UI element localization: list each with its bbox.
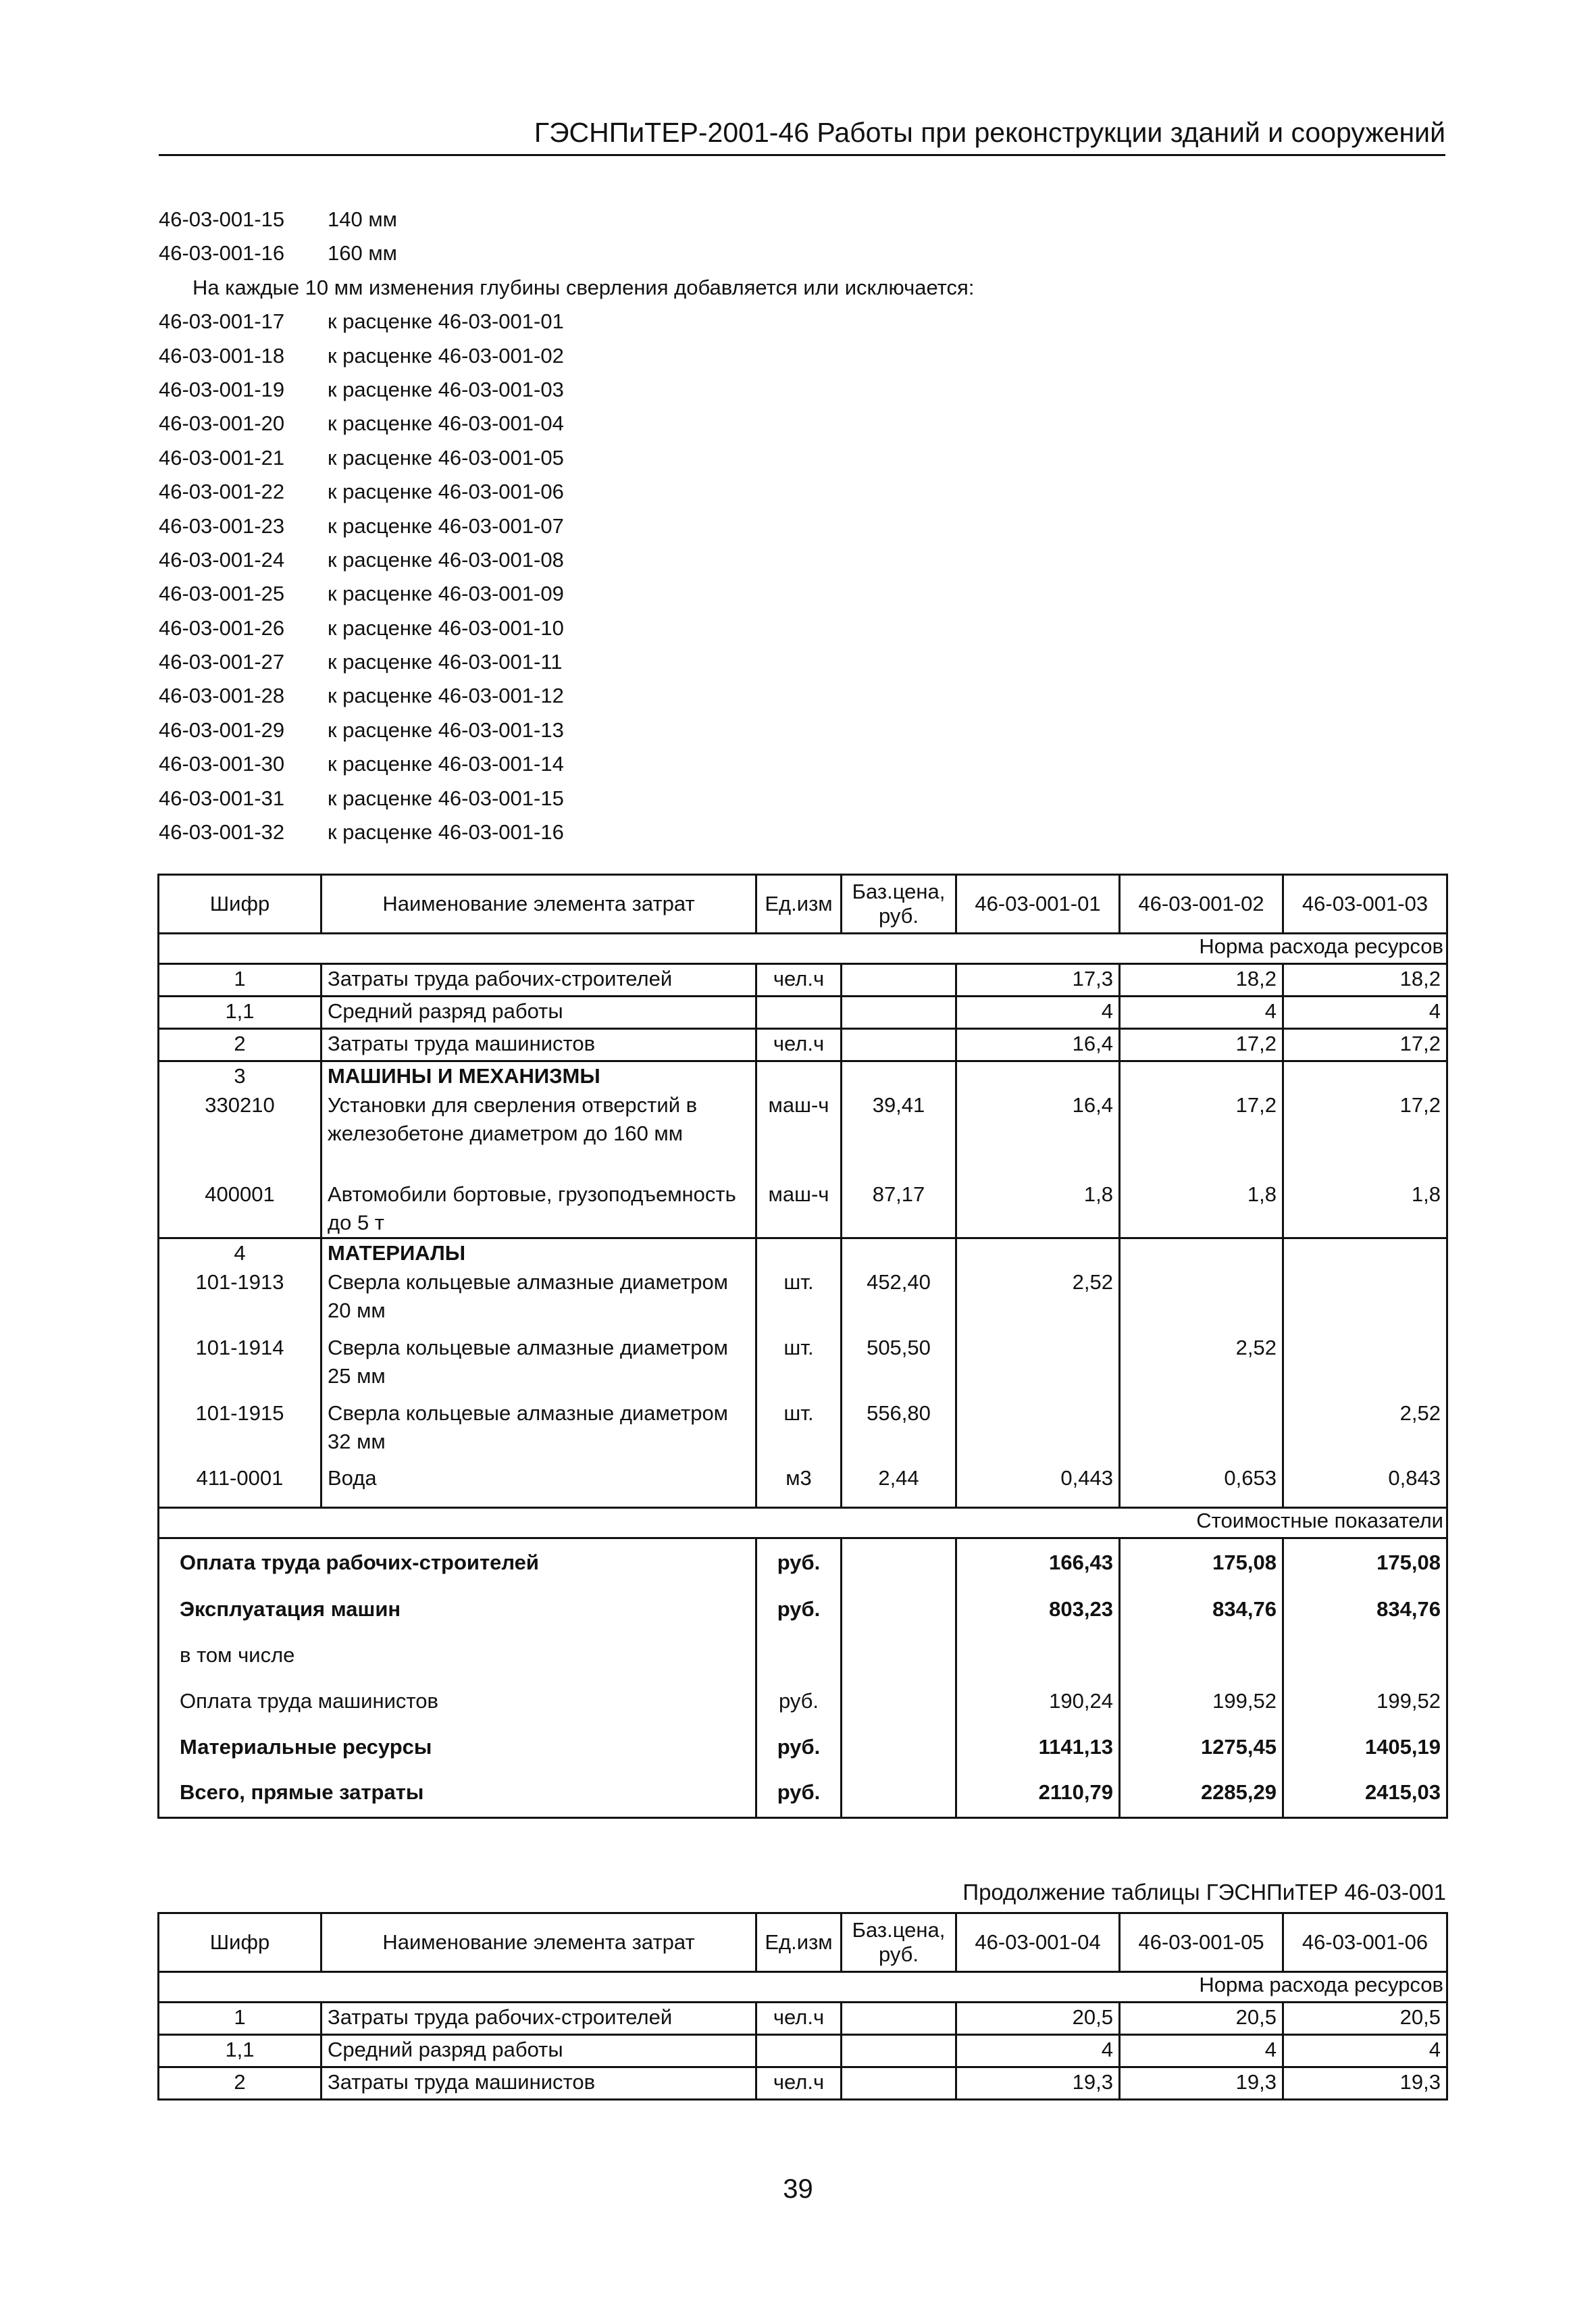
cost-row [159, 1632, 1447, 1678]
cost-v3 [1283, 1632, 1447, 1678]
cell-name: Сверла кольцевые алмазные диаметром 25 мм [321, 1334, 756, 1399]
cost-v2: 1275,45 [1120, 1724, 1283, 1770]
cell-unit: чел.ч [756, 2067, 842, 2100]
cell-v3: 1,8 [1283, 1180, 1447, 1238]
cost-v3: 1405,19 [1283, 1724, 1447, 1770]
item-text: к расценке 46-03-001-02 [328, 343, 564, 368]
header-col2: 46-03-001-02 [1120, 875, 1283, 934]
cost-v3: 2415,03 [1283, 1770, 1447, 1817]
cost-name: Оплата труда рабочих-строителей [159, 1538, 756, 1587]
cost-unit: руб. [756, 1724, 842, 1770]
cell-price: 87,17 [842, 1180, 956, 1238]
cost-name: в том числе [159, 1632, 756, 1678]
cell-unit [756, 1061, 842, 1091]
cell-name: МАТЕРИАЛЫ [321, 1238, 756, 1268]
page-header [159, 115, 1445, 156]
cell-v2: 4 [1120, 997, 1283, 1029]
header-unit: Ед.изм [756, 875, 842, 934]
cell-v1: 0,443 [956, 1464, 1120, 1508]
item-code: 46-03-001-26 [159, 615, 285, 640]
cell-code: 330210 [159, 1091, 321, 1180]
cell-price: 505,50 [842, 1334, 956, 1399]
cost-v2: 199,52 [1120, 1678, 1283, 1724]
cell-price [842, 1029, 956, 1061]
cost-unit: руб. [756, 1678, 842, 1724]
cell-unit: шт. [756, 1334, 842, 1399]
table-row [159, 2003, 1447, 2035]
cost-row [159, 1678, 1447, 1724]
cell-code: 2 [159, 1029, 321, 1061]
cost-v2 [1120, 1632, 1283, 1678]
cost-name: Материальные ресурсы [159, 1724, 756, 1770]
item-text: к расценке 46-03-001-05 [328, 445, 564, 470]
header-name: Наименование элемента затрат [321, 1913, 756, 1972]
cost-v2: 2285,29 [1120, 1770, 1283, 1817]
cost-row [159, 1586, 1447, 1632]
item-code: 46-03-001-15 [159, 207, 285, 231]
header-price: Баз.цена, руб. [842, 875, 956, 934]
cell-v3: 4 [1283, 2035, 1447, 2067]
section-label-row [159, 934, 1447, 964]
cell-price [842, 2067, 956, 2100]
resource-table [157, 874, 1448, 1819]
item-text: к расценке 46-03-001-09 [328, 582, 564, 606]
section-label-row [159, 1508, 1447, 1538]
cell-name: Сверла кольцевые алмазные диаметром 20 мм [321, 1268, 756, 1334]
item-code: 46-03-001-30 [159, 752, 285, 776]
cost-name: Эксплуатация машин [159, 1586, 756, 1632]
cell-v2: 4 [1120, 2035, 1283, 2067]
norm-label: Норма расхода ресурсов [159, 934, 1447, 964]
cell-v1: 16,4 [956, 1029, 1120, 1061]
header-col2: 46-03-001-05 [1120, 1913, 1283, 1972]
cell-unit [756, 997, 842, 1029]
cell-code: 411-0001 [159, 1464, 321, 1508]
cell-v3: 0,843 [1283, 1464, 1447, 1508]
cell-price [842, 1770, 956, 1817]
header-unit: Ед.изм [756, 1913, 842, 1972]
item-code: 46-03-001-19 [159, 377, 285, 401]
cell-v3: 17,2 [1283, 1029, 1447, 1061]
cell-price [842, 1061, 956, 1091]
item-code: 46-03-001-16 [159, 241, 285, 266]
list-item [159, 339, 974, 373]
cell-code: 101-1915 [159, 1399, 321, 1464]
cell-v1 [956, 1334, 1120, 1399]
cell-v2: 17,2 [1120, 1029, 1283, 1061]
cost-v1 [956, 1632, 1120, 1678]
cell-v1 [956, 1238, 1120, 1268]
item-code: 46-03-001-31 [159, 786, 285, 810]
item-text: к расценке 46-03-001-07 [328, 513, 564, 538]
cell-v3 [1283, 1334, 1447, 1399]
cell-code: 101-1913 [159, 1268, 321, 1334]
cell-price [842, 1678, 956, 1724]
table-header [159, 1913, 1447, 1972]
resource-table-continued [157, 1912, 1448, 2101]
cell-unit: чел.ч [756, 964, 842, 997]
table-continuation-caption: Продолжение таблицы ГЭСНПиТЕР 46-03-001 [962, 1880, 1446, 1905]
cell-code: 1,1 [159, 997, 321, 1029]
cell-v2: 17,2 [1120, 1091, 1283, 1180]
cell-unit: шт. [756, 1399, 842, 1464]
cost-unit: руб. [756, 1770, 842, 1817]
item-code: 46-03-001-22 [159, 480, 285, 504]
list-item [159, 679, 974, 713]
item-text: к расценке 46-03-001-16 [328, 820, 564, 845]
cost-row [159, 1770, 1447, 1817]
header-name: Наименование элемента затрат [321, 875, 756, 934]
cell-v2: 19,3 [1120, 2067, 1283, 2100]
cost-v1: 1141,13 [956, 1724, 1120, 1770]
item-text: к расценке 46-03-001-11 [328, 650, 563, 674]
cell-v1: 2,52 [956, 1268, 1120, 1334]
list-item [159, 611, 974, 645]
list-item [159, 747, 974, 781]
table-row [159, 2035, 1447, 2067]
cell-v2: 18,2 [1120, 964, 1283, 997]
cell-v3: 17,2 [1283, 1091, 1447, 1180]
cell-v2 [1120, 1061, 1283, 1091]
item-text: к расценке 46-03-001-01 [328, 309, 564, 334]
item-code: 46-03-001-17 [159, 309, 285, 334]
code-list [159, 203, 974, 849]
cell-code: 4 [159, 1238, 321, 1268]
item-code: 46-03-001-29 [159, 718, 285, 742]
item-text: к расценке 46-03-001-13 [328, 718, 564, 742]
table-row [159, 1180, 1447, 1238]
cost-v1: 2110,79 [956, 1770, 1120, 1817]
header-col3: 46-03-001-03 [1283, 875, 1447, 934]
item-text: к расценке 46-03-001-03 [328, 377, 564, 401]
table-row [159, 1464, 1447, 1508]
list-item [159, 509, 974, 543]
list-item [159, 713, 974, 747]
cell-v3 [1283, 1061, 1447, 1091]
item-text: к расценке 46-03-001-04 [328, 411, 564, 436]
table-row [159, 1061, 1447, 1091]
table-row [159, 1029, 1447, 1061]
cost-name: Всего, прямые затраты [159, 1770, 756, 1817]
cell-name: Затраты труда рабочих-строителей [321, 964, 756, 997]
cell-unit: маш-ч [756, 1180, 842, 1238]
cell-price: 556,80 [842, 1399, 956, 1464]
cell-v2: 0,653 [1120, 1464, 1283, 1508]
item-code: 46-03-001-18 [159, 343, 285, 368]
cell-v1: 1,8 [956, 1180, 1120, 1238]
cell-price [842, 1586, 956, 1632]
cell-unit: шт. [756, 1268, 842, 1334]
item-text: к расценке 46-03-001-10 [328, 615, 564, 640]
list-item [159, 577, 974, 611]
cell-price [842, 2035, 956, 2067]
cell-unit: чел.ч [756, 2003, 842, 2035]
cell-v2 [1120, 1399, 1283, 1464]
item-text: 140 мм [328, 207, 397, 231]
cell-v3: 18,2 [1283, 964, 1447, 997]
cost-label: Стоимостные показатели [159, 1508, 1447, 1538]
table-row [159, 964, 1447, 997]
cell-code: 2 [159, 2067, 321, 2100]
cell-v1: 20,5 [956, 2003, 1120, 2035]
list-item [159, 543, 974, 577]
list-note: На каждые 10 мм изменения глубины сверления добавляется или исключается: [192, 275, 975, 299]
cell-name: Вода [321, 1464, 756, 1508]
list-item [159, 782, 974, 815]
cost-v1: 166,43 [956, 1538, 1120, 1587]
cell-v2: 20,5 [1120, 2003, 1283, 2035]
cost-name: Оплата труда машинистов [159, 1678, 756, 1724]
cell-v3: 2,52 [1283, 1399, 1447, 1464]
item-code: 46-03-001-25 [159, 582, 285, 606]
item-text: к расценке 46-03-001-06 [328, 480, 564, 504]
cell-unit: маш-ч [756, 1091, 842, 1180]
list-item [159, 305, 974, 338]
cell-code: 1,1 [159, 2035, 321, 2067]
cell-v3: 20,5 [1283, 2003, 1447, 2035]
cell-name: Автомобили бортовые, грузоподъемность до 5 т [321, 1180, 756, 1238]
cell-price [842, 964, 956, 997]
cell-code: 400001 [159, 1180, 321, 1238]
cost-v1: 803,23 [956, 1586, 1120, 1632]
table-row [159, 1091, 1447, 1180]
cell-name: Затраты труда машинистов [321, 1029, 756, 1061]
cell-v3 [1283, 1268, 1447, 1334]
cell-unit [756, 1238, 842, 1268]
cell-price [842, 1538, 956, 1587]
cell-name: Затраты труда рабочих-строителей [321, 2003, 756, 2035]
cell-code: 101-1914 [159, 1334, 321, 1399]
header-code: Шифр [159, 875, 321, 934]
cost-unit: руб. [756, 1586, 842, 1632]
item-code: 46-03-001-27 [159, 650, 285, 674]
cell-price [842, 2003, 956, 2035]
list-item [159, 236, 974, 270]
cost-row [159, 1538, 1447, 1587]
header-col1: 46-03-001-01 [956, 875, 1120, 934]
item-text: к расценке 46-03-001-08 [328, 547, 564, 572]
cost-v1: 190,24 [956, 1678, 1120, 1724]
table-row [159, 1399, 1447, 1464]
section-label-row [159, 1972, 1447, 2003]
cell-v3: 19,3 [1283, 2067, 1447, 2100]
table-row [159, 1334, 1447, 1399]
list-item [159, 373, 974, 407]
cell-v1: 4 [956, 997, 1120, 1029]
cost-row [159, 1724, 1447, 1770]
item-text: к расценке 46-03-001-14 [328, 752, 564, 776]
item-code: 46-03-001-21 [159, 445, 285, 470]
item-code: 46-03-001-20 [159, 411, 285, 436]
page-number: 39 [783, 2174, 813, 2204]
item-text: 160 мм [328, 241, 397, 266]
cost-v3: 834,76 [1283, 1586, 1447, 1632]
cell-v2: 1,8 [1120, 1180, 1283, 1238]
cell-price [842, 1632, 956, 1678]
item-text: к расценке 46-03-001-12 [328, 684, 564, 708]
cell-code: 3 [159, 1061, 321, 1091]
cost-v3: 199,52 [1283, 1678, 1447, 1724]
cell-v2 [1120, 1268, 1283, 1334]
cell-v1 [956, 1061, 1120, 1091]
cell-v1: 17,3 [956, 964, 1120, 997]
cell-v2 [1120, 1238, 1283, 1268]
header-title: ГЭСНПиТЕР-2001-46 Работы при реконструкции зданий и сооружений [534, 117, 1445, 148]
cell-name: Средний разряд работы [321, 2035, 756, 2067]
cost-unit: руб. [756, 1538, 842, 1587]
table-row [159, 1268, 1447, 1334]
cell-name: Средний разряд работы [321, 997, 756, 1029]
cell-name: МАШИНЫ И МЕХАНИЗМЫ [321, 1061, 756, 1091]
cell-price [842, 1238, 956, 1268]
list-item [159, 645, 974, 679]
cell-v1: 16,4 [956, 1091, 1120, 1180]
item-code: 46-03-001-23 [159, 513, 285, 538]
cell-v2: 2,52 [1120, 1334, 1283, 1399]
item-code: 46-03-001-28 [159, 684, 285, 708]
table-header [159, 875, 1447, 934]
cell-v1: 4 [956, 2035, 1120, 2067]
list-item [159, 475, 974, 509]
cell-v1: 19,3 [956, 2067, 1120, 2100]
cell-unit: чел.ч [756, 1029, 842, 1061]
cell-v1 [956, 1399, 1120, 1464]
cell-v3 [1283, 1238, 1447, 1268]
cost-v2: 175,08 [1120, 1538, 1283, 1587]
header-code: Шифр [159, 1913, 321, 1972]
list-item [159, 407, 974, 441]
cell-price [842, 1724, 956, 1770]
cell-unit: м3 [756, 1464, 842, 1508]
cell-code: 1 [159, 964, 321, 997]
item-code: 46-03-001-24 [159, 547, 285, 572]
item-text: к расценке 46-03-001-15 [328, 786, 564, 810]
list-item [159, 815, 974, 849]
table-row [159, 997, 1447, 1029]
table-row [159, 1238, 1447, 1268]
list-item [159, 441, 974, 475]
norm-label: Норма расхода ресурсов [159, 1972, 1447, 2003]
cell-price: 452,40 [842, 1268, 956, 1334]
cell-price [842, 997, 956, 1029]
cell-price: 39,41 [842, 1091, 956, 1180]
item-code: 46-03-001-32 [159, 820, 285, 845]
cell-v3: 4 [1283, 997, 1447, 1029]
header-col1: 46-03-001-04 [956, 1913, 1120, 1972]
header-price: Баз.цена, руб. [842, 1913, 956, 1972]
header-col3: 46-03-001-06 [1283, 1913, 1447, 1972]
cell-name: Сверла кольцевые алмазные диаметром 32 мм [321, 1399, 756, 1464]
cell-name: Затраты труда машинистов [321, 2067, 756, 2100]
cost-v3: 175,08 [1283, 1538, 1447, 1587]
cell-name: Установки для сверления отверстий в железобетоне диаметром до 160 мм [321, 1091, 756, 1180]
table-row [159, 2067, 1447, 2100]
list-item [159, 203, 974, 236]
cost-unit [756, 1632, 842, 1678]
cell-unit [756, 2035, 842, 2067]
cell-code: 1 [159, 2003, 321, 2035]
cost-v2: 834,76 [1120, 1586, 1283, 1632]
cell-price: 2,44 [842, 1464, 956, 1508]
